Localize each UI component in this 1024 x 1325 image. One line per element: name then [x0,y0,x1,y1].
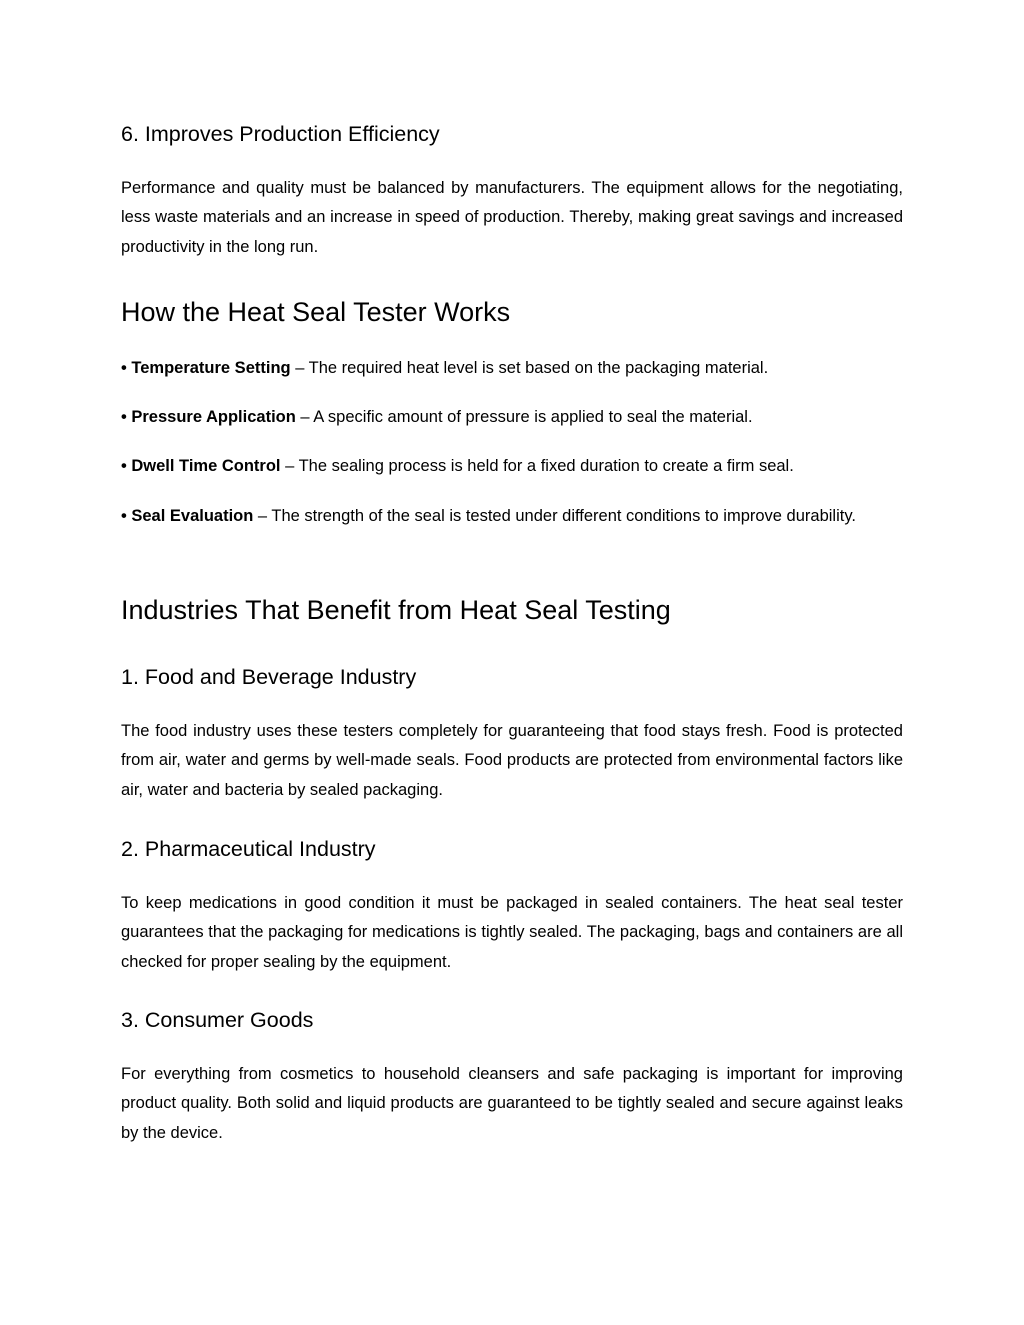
bullet-marker: • [121,457,127,475]
bullet-item [121,502,903,531]
bullet-marker: • [121,507,127,525]
bullet-description: – The sealing process is held for a fixed duration to create a firm seal. [280,457,794,475]
food-beverage-heading: 1. Food and Beverage Industry [121,665,417,689]
how-it-works-heading: How the Heat Seal Tester Works [121,297,511,327]
bullet-marker: • [121,359,127,377]
pharmaceutical-heading: 2. Pharmaceutical Industry [121,837,376,861]
consumer-goods-heading: 3. Consumer Goods [121,1008,314,1032]
pharmaceutical-paragraph: To keep medications in good condition it must be packaged in sealed containers. The heat seal tester guarantees that the packaging for medications is tightly sealed. The packaging, bags and containers are all checked for proper sealing by the equipment. [121,894,903,971]
efficiency-heading: 6. Improves Production Efficiency [121,122,440,146]
industries-heading: Industries That Benefit from Heat Seal Testing [121,595,671,625]
bullet-item [121,403,903,432]
bullet-term: Seal Evaluation [131,507,254,525]
bullet-description: – The strength of the seal is tested under different conditions to improve durability. [253,507,856,525]
bullet-item [121,354,903,383]
bullet-description: – A specific amount of pressure is applied to seal the material. [295,408,753,426]
consumer-goods-paragraph: For everything from cosmetics to household cleansers and safe packaging is important for improving product quality. Both solid and liquid products are guaranteed to be tightly sealed and secure against leaks by the device. [121,1065,903,1142]
bullet-term: Temperature Setting [131,359,291,377]
bullet-marker: • [121,408,127,426]
bullet-description: – The required heat level is set based on the packaging material. [290,359,769,377]
efficiency-paragraph: Performance and quality must be balanced by manufacturers. The equipment allows for the negotiating, less waste materials and an increase in speed of production. Thereby, making great savings and increased productivity in the long run. [121,179,903,256]
bullet-item [121,452,903,481]
food-beverage-paragraph: The food industry uses these testers completely for guaranteeing that food stays fresh. Food is protected from air, water and germs by well-made seals. Food products are protected from environmental factors like air, water and bacteria by sealed packaging. [121,722,903,799]
bullet-term: Dwell Time Control [131,457,281,475]
bullet-term: Pressure Application [131,408,296,426]
